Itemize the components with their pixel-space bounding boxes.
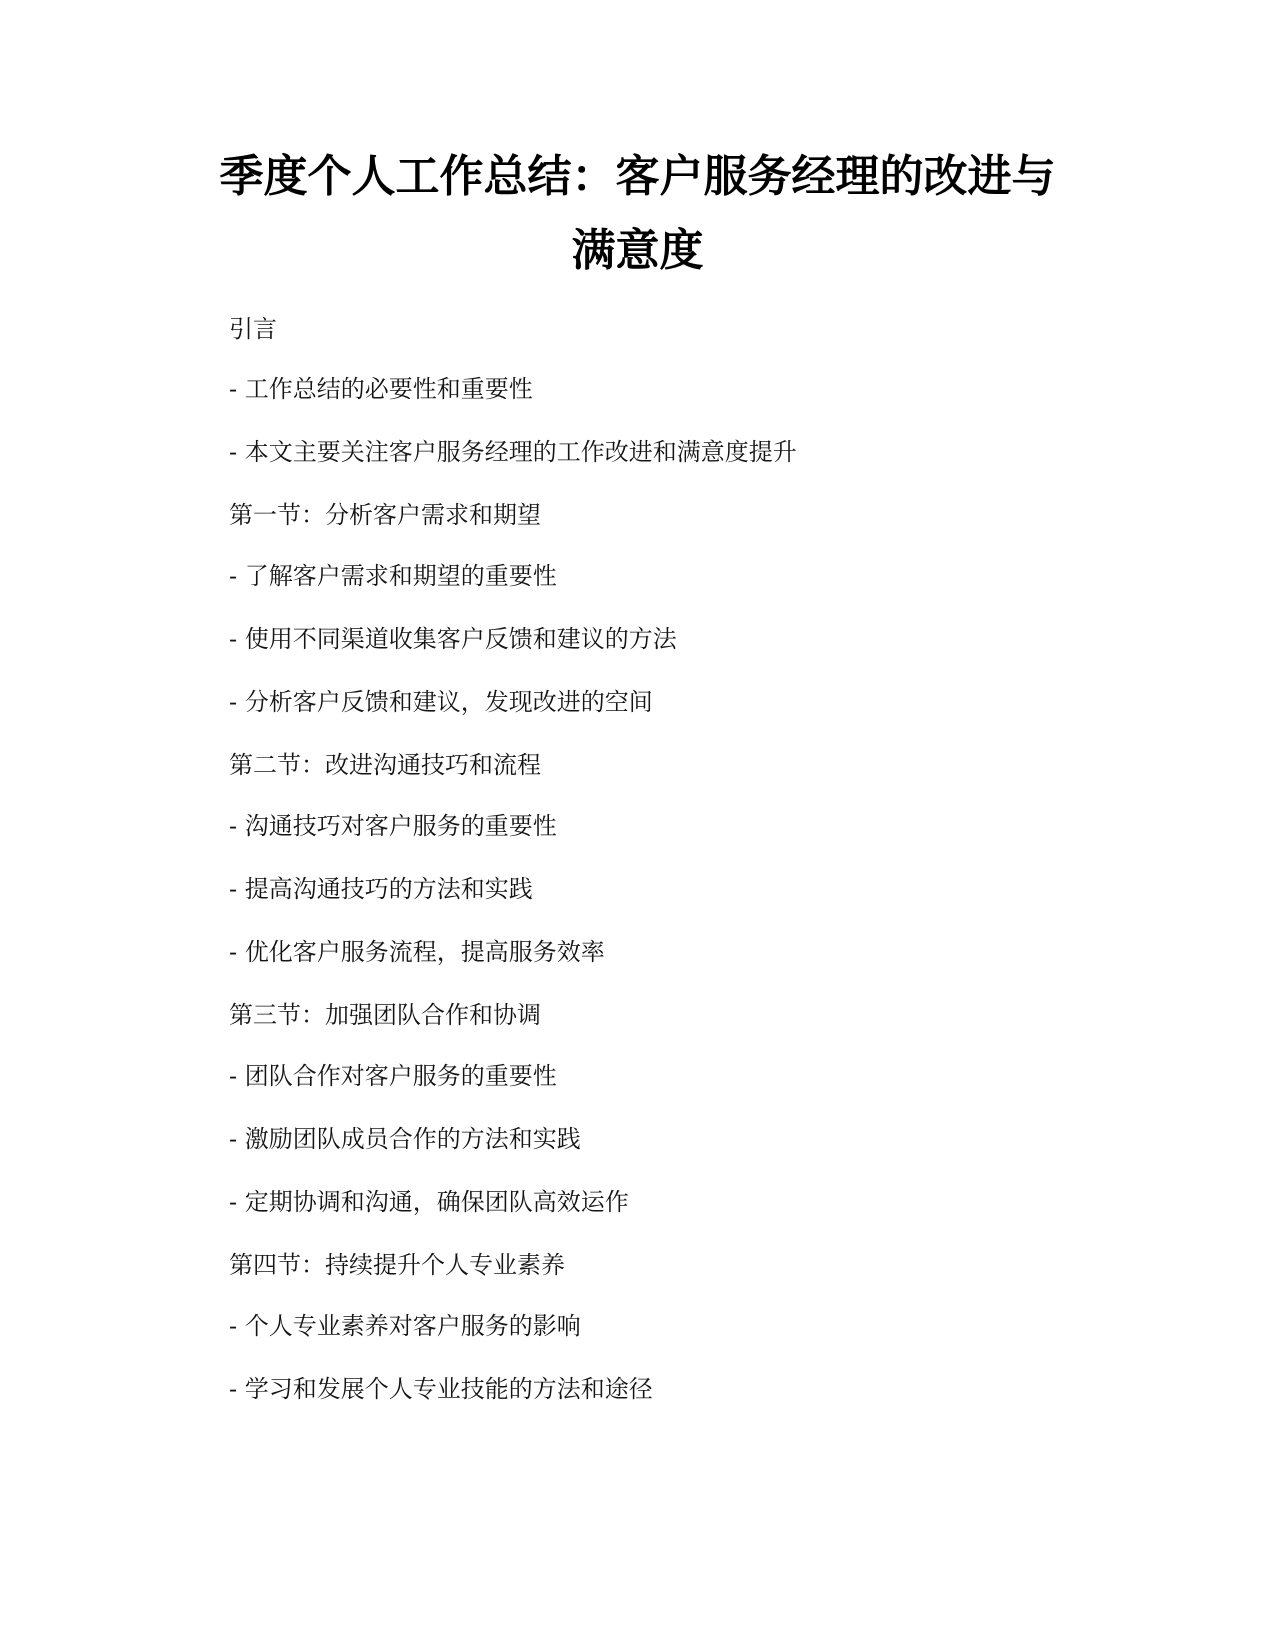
list-item: - 优化客户服务流程，提高服务效率 [229,938,605,966]
section-heading-1: 第一节：分析客户需求和期望 [229,501,541,529]
document-title-line-2: 满意度 [571,225,704,276]
intro-heading: 引言 [229,315,277,343]
list-item: - 了解客户需求和期望的重要性 [229,562,557,590]
list-item: - 定期协调和沟通，确保团队高效运作 [229,1188,629,1216]
section-heading-3: 第三节：加强团队合作和协调 [229,1001,541,1029]
list-item: - 提高沟通技巧的方法和实践 [229,875,533,903]
document-title-line-1: 季度个人工作总结：客户服务经理的改进与 [219,151,1056,202]
list-item: - 激励团队成员合作的方法和实践 [229,1125,581,1153]
section-heading-4: 第四节：持续提升个人专业素养 [229,1251,565,1279]
list-item: - 沟通技巧对客户服务的重要性 [229,812,557,840]
list-item: - 团队合作对客户服务的重要性 [229,1062,557,1090]
document-title [150,140,1125,288]
section-heading-2: 第二节：改进沟通技巧和流程 [229,751,541,779]
list-item: - 分析客户反馈和建议，发现改进的空间 [229,688,653,716]
list-item: - 本文主要关注客户服务经理的工作改进和满意度提升 [229,438,797,466]
list-item: - 使用不同渠道收集客户反馈和建议的方法 [229,625,677,653]
list-item: - 工作总结的必要性和重要性 [229,375,533,403]
list-item: - 学习和发展个人专业技能的方法和途径 [229,1375,653,1403]
list-item: - 个人专业素养对客户服务的影响 [229,1312,581,1340]
